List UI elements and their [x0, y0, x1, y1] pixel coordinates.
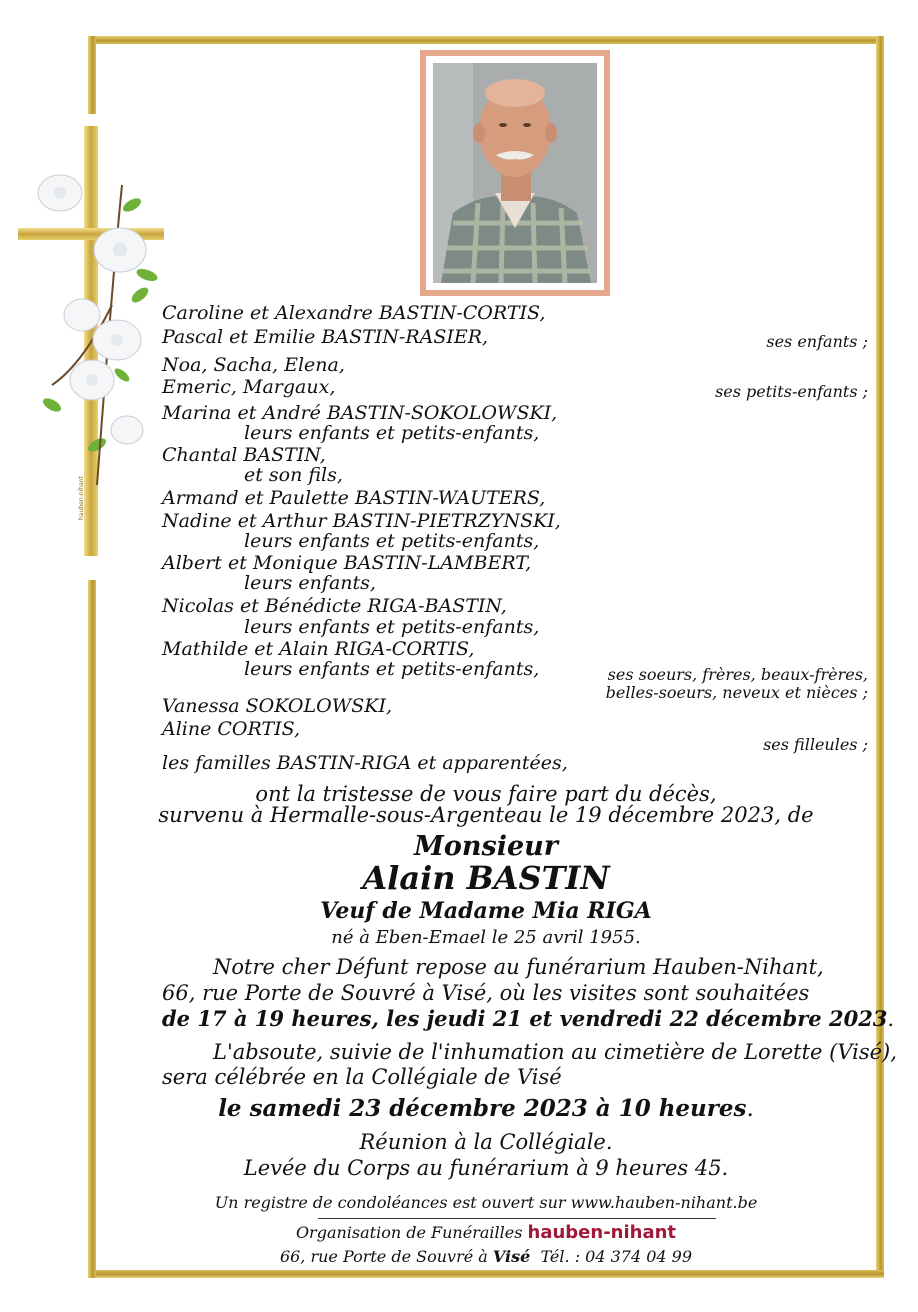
- family-line: leurs enfants et petits-enfants,: [244, 422, 540, 444]
- frame-right-border: [876, 36, 884, 1278]
- family-line: Aline CORTIS,: [162, 718, 301, 740]
- family-line: Emeric, Margaux,: [162, 376, 336, 398]
- footer-divider: [318, 1218, 716, 1219]
- family-line: Nicolas et Bénédicte RIGA-BASTIN,: [162, 595, 507, 617]
- footer-registre: Un registre de condoléances est ouvert sur www.hauben-nihant.be: [214, 1193, 758, 1212]
- visit-line3: [162, 1008, 894, 1030]
- organisation-label: Organisation de Funérailles: [295, 1223, 523, 1242]
- family-line: Albert et Monique BASTIN-LAMBERT,: [162, 552, 532, 574]
- family-line: Caroline et Alexandre BASTIN-CORTIS,: [162, 302, 546, 324]
- relation-soeurs-line1: ses soeurs, frères, beaux-frères,: [607, 665, 868, 684]
- family-line: Nadine et Arthur BASTIN-PIETRZYNSKI,: [162, 510, 561, 532]
- visit-line1: Notre cher Défunt repose au funérarium Hauben-Nihant,: [213, 955, 824, 979]
- address-phone: Tél. : 04 374 04 99: [540, 1247, 693, 1266]
- family-line: Noa, Sacha, Elena,: [162, 354, 345, 376]
- portrait-photo: [433, 63, 597, 283]
- ceremony-levee: Levée du Corps au funérarium à 9 heures 45.: [243, 1156, 729, 1180]
- family-line: leurs enfants,: [244, 572, 376, 594]
- ceremony-date-period: .: [746, 1096, 754, 1122]
- footer-address: [88, 1249, 884, 1265]
- family-line: Mathilde et Alain RIGA-CORTIS,: [162, 638, 475, 660]
- deceased-title: Monsieur: [413, 831, 559, 862]
- frame-bottom-border: [88, 1270, 884, 1278]
- family-line: et son fils,: [244, 464, 343, 486]
- vertical-brand-mark: hauben-nihant: [78, 476, 85, 520]
- deceased-born: né à Eben-Emael le 25 avril 1955.: [331, 927, 641, 948]
- ceremony-line2: sera célébrée en la Collégiale de Visé: [162, 1065, 562, 1089]
- frame-left-border-top: [88, 36, 96, 114]
- family-line: Pascal et Emilie BASTIN-RASIER,: [162, 326, 489, 348]
- frame-top-border: [88, 36, 884, 44]
- family-line: Chantal BASTIN,: [162, 444, 326, 466]
- brand-logo: hauben-nihant: [527, 1222, 677, 1243]
- ceremony-reunion: Réunion à la Collégiale.: [359, 1130, 613, 1154]
- announce-line1: ont la tristesse de vous faire part du décès,: [255, 782, 717, 806]
- ceremony-date-text: le samedi 23 décembre 2023 à 10 heures: [218, 1095, 747, 1122]
- visit-line2: 66, rue Porte de Souvré à Visé, où les visites sont souhaitées: [162, 981, 810, 1005]
- deceased-name: Alain BASTIN: [362, 859, 610, 897]
- family-line: Marina et André BASTIN-SOKOLOWSKI,: [162, 402, 558, 424]
- footer-organisation: [88, 1224, 884, 1242]
- ceremony-line1: L'absoute, suivie de l'inhumation au cimetière de Lorette (Visé),: [213, 1040, 897, 1064]
- relation-petits-enfants: ses petits-enfants ;: [715, 382, 868, 401]
- family-line: leurs enfants et petits-enfants,: [244, 530, 540, 552]
- family-line: les familles BASTIN-RIGA et apparentées,: [162, 752, 568, 774]
- relation-enfants: ses enfants ;: [766, 332, 868, 351]
- family-line: leurs enfants et petits-enfants,: [244, 616, 540, 638]
- visit-dates: de 17 à 19 heures, les jeudi 21 et vendredi 22 décembre 2023: [162, 1006, 888, 1031]
- family-line: Armand et Paulette BASTIN-WAUTERS,: [162, 487, 546, 509]
- white-flowers-icon: [22, 165, 172, 495]
- announce-line2: survenu à Hermalle-sous-Argenteau le 19 décembre 2023, de: [158, 803, 814, 827]
- portrait-frame: [420, 50, 610, 296]
- address-city: Visé: [492, 1247, 531, 1266]
- family-line: leurs enfants et petits-enfants,: [244, 658, 540, 680]
- family-line: Vanessa SOKOLOWSKI,: [162, 695, 392, 717]
- ceremony-date: [88, 1097, 884, 1121]
- relation-soeurs-line2: belles-soeurs, neveux et nièces ;: [605, 683, 868, 702]
- deceased-widow: Veuf de Madame Mia RIGA: [320, 898, 652, 924]
- relation-filleules: ses filleules ;: [763, 735, 868, 754]
- visit-dates-period: .: [887, 1007, 895, 1031]
- address-street: 66, rue Porte de Souvré à: [279, 1247, 493, 1266]
